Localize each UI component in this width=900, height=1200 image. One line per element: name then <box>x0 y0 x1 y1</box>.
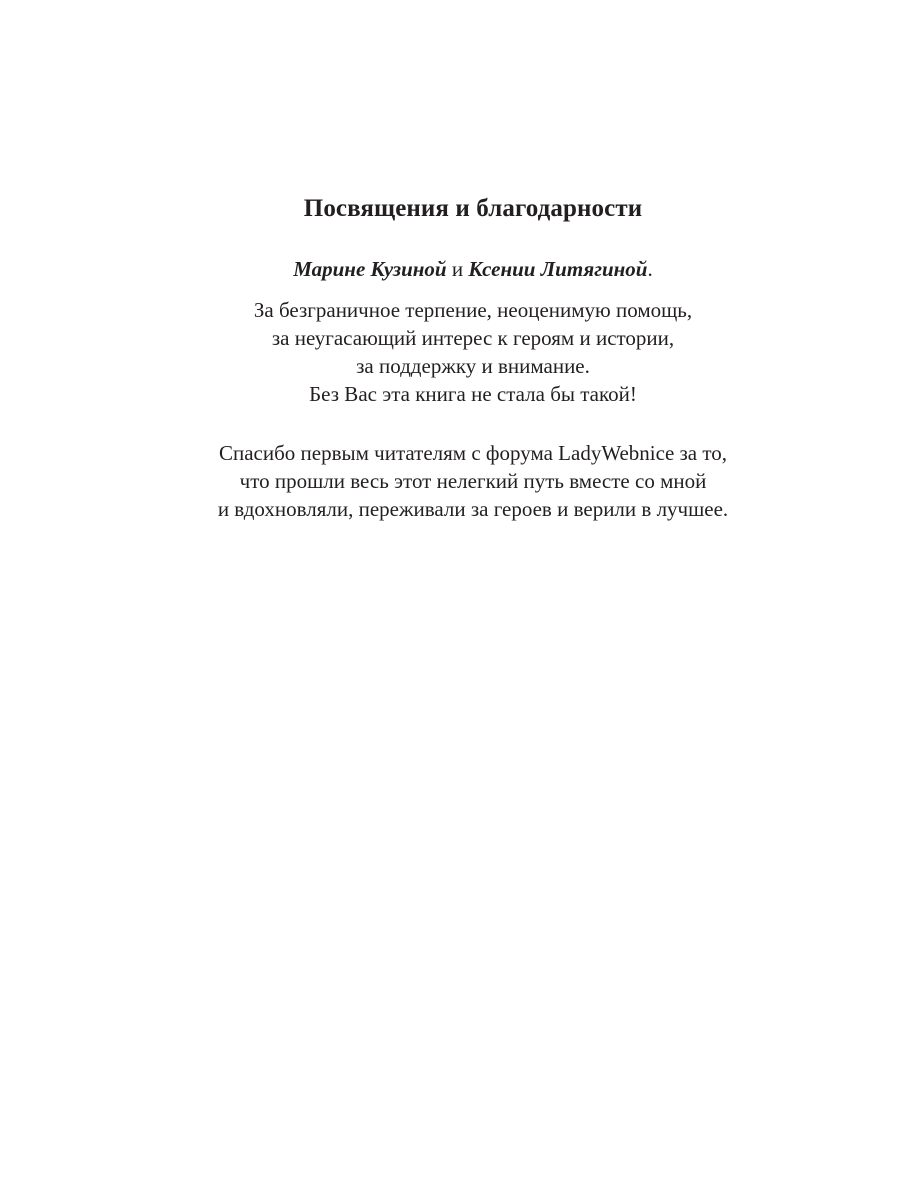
paragraph-line: Спасибо первым читателям с форума LadyWebnice за то, <box>218 441 728 465</box>
paragraph-line: за неугасающий интерес к героям и истории, <box>271 326 675 350</box>
paragraph-line: что прошли весь этот нелегкий путь вместе со мной <box>239 469 707 493</box>
dedication-conjunction: и <box>446 257 469 281</box>
readers-thanks-paragraph <box>0 439 900 523</box>
dedicatee-name-2: Ксении Литягиной <box>468 257 648 281</box>
paragraph-line: За безграничное терпение, неоценимую помощь, <box>253 298 693 322</box>
paragraph-line: Без Вас эта книга не стала бы такой! <box>309 382 637 406</box>
paragraph-line: и вдохновляли, переживали за героев и верили в лучшее. <box>217 497 729 521</box>
dedicatee-name-1: Марине Кузиной <box>293 257 447 281</box>
dedication-line <box>0 255 900 283</box>
dedication-period: . <box>647 257 653 281</box>
gratitude-paragraph <box>0 296 900 408</box>
page-title: Посвящения и благодарности <box>303 195 643 222</box>
paragraph-line: за поддержку и внимание. <box>356 354 590 378</box>
